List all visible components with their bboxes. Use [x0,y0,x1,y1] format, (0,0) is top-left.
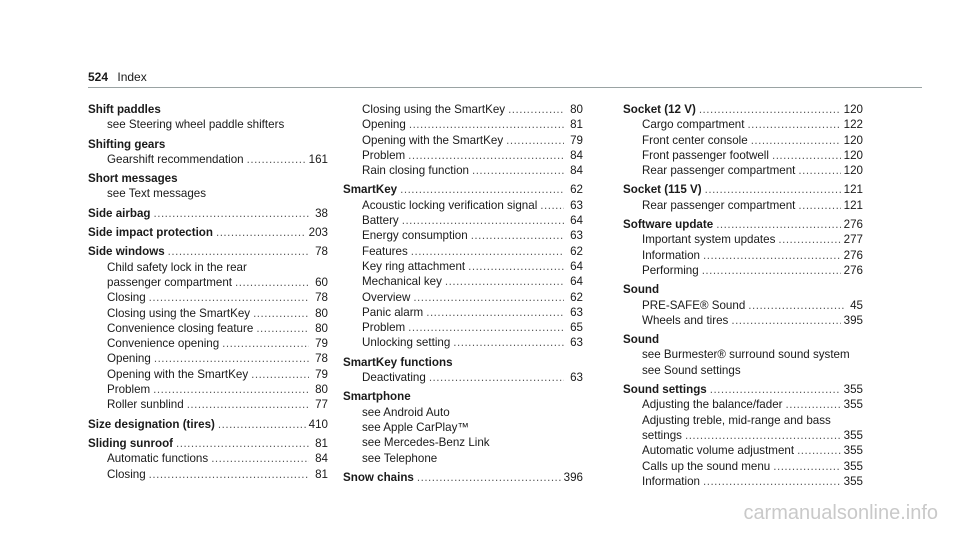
dot-leader [168,244,309,259]
page-ref: 64 [570,259,583,273]
index-heading [88,436,328,451]
entry-label: Performing [642,263,699,277]
page-ref: 277 [843,233,863,247]
index-heading [623,182,863,197]
dot-leader [747,117,840,132]
entry-label: Size designation (tires) [88,417,215,431]
index-heading [623,282,863,297]
entry-label: Rear passenger compartment [642,198,796,212]
entry-label: Gearshift recommendation [107,152,244,166]
index-entry [623,459,863,474]
dot-leader [211,451,309,466]
page-ref: 63 [570,371,583,385]
index-entry [88,260,328,275]
dot-leader [402,213,564,228]
dot-leader [798,198,840,213]
page-ref: 65 [570,321,583,335]
page-ref: 355 [843,459,863,473]
index-heading [88,206,328,221]
dot-leader [751,133,841,148]
dot-leader [703,248,841,263]
entry-label: Opening with the SmartKey [107,367,249,381]
entry-label: Acoustic locking verification signal [362,198,538,212]
index-entry [88,321,328,336]
dot-leader [748,298,844,313]
dot-leader [508,102,564,117]
index-entry [88,117,328,132]
dot-leader [176,436,309,451]
index-entry [623,443,863,458]
entry-label: SmartKey [343,183,398,197]
page-ref: 355 [843,444,863,458]
entry-label: Information [642,474,700,488]
dot-leader [417,470,561,485]
index-entry [88,467,328,482]
entry-label: Opening with the SmartKey [362,133,504,147]
watermark: carmanualsonline.info [743,502,938,524]
entry-label: Opening [107,352,151,366]
page-ref: 62 [570,183,583,197]
dot-leader [426,305,564,320]
index-entry [88,186,328,201]
entry-label: Shifting gears [88,137,166,151]
index-heading [623,102,863,117]
index-entry [343,148,583,163]
dot-leader [154,351,309,366]
section-title: Index [117,70,147,84]
entry-label: Opening [362,118,406,132]
page-header [88,70,147,84]
page-ref: 80 [570,103,583,116]
page-ref: 78 [315,291,328,305]
entry-label: Smartphone [343,390,411,404]
index-entry [88,451,328,466]
dot-leader [468,259,564,274]
entry-label: Child safety lock in the rear [107,260,247,274]
page-ref: 120 [843,148,863,162]
dot-leader [731,313,840,328]
page-ref: 203 [308,226,328,240]
index-entry [343,335,583,350]
page-ref: 355 [843,383,863,397]
page-ref: 395 [843,313,863,327]
index-entry [623,163,863,178]
page-ref: 63 [570,336,583,350]
dot-leader [247,152,306,167]
entry-label: Overview [362,290,411,304]
entry-label: Software update [623,218,714,232]
entry-label: see Apple CarPlay™ [362,420,469,434]
index-heading [623,382,863,397]
page-ref: 81 [315,436,328,450]
index-heading [88,102,328,117]
entry-label: Cargo compartment [642,118,745,132]
dot-leader [400,182,564,197]
index-entry [343,259,583,274]
index-entry [623,232,863,247]
page-ref: 80 [315,306,328,320]
index-entry [623,347,863,362]
index-heading [343,470,583,485]
index-column-3 [623,102,863,489]
entry-label: Shift paddles [88,103,161,116]
entry-label: Problem [107,383,151,397]
entry-label: Deactivating [362,371,426,385]
index-heading [343,355,583,370]
page-ref: 60 [315,275,328,289]
entry-label: Front passenger footwell [642,148,769,162]
dot-leader [154,206,310,221]
page-ref: 62 [570,290,583,304]
page-ref: 80 [315,383,328,397]
dot-leader [256,321,309,336]
page-ref: 81 [315,467,328,481]
index-entry [623,397,863,412]
index-entry [343,274,583,289]
page-ref: 120 [843,164,863,178]
dot-leader [506,133,564,148]
page-ref: 121 [843,183,863,197]
page-ref: 410 [308,417,328,431]
dot-leader [453,335,564,350]
entry-label: see Sound settings [642,363,741,377]
index-entry [88,152,328,167]
page-ref: 396 [563,470,583,484]
index-entry [88,397,328,412]
dot-leader [222,336,309,351]
dot-leader [411,244,564,259]
index-entry [343,213,583,228]
dot-leader [798,163,840,178]
dot-leader [705,182,841,197]
dot-leader [685,428,841,443]
page-ref: 78 [315,245,328,259]
index-entry [623,298,863,313]
entry-label: Panic alarm [362,305,424,319]
index-entry [88,367,328,382]
page-ref: 64 [570,214,583,228]
entry-label: Information [642,248,700,262]
entry-label: Unlocking setting [362,336,451,350]
page-ref: 121 [843,198,863,212]
page-ref: 63 [570,198,583,212]
header-divider [88,87,922,88]
entry-label: Automatic functions [107,452,209,466]
index-entry [343,102,583,117]
index-column-2 [343,102,583,485]
entry-label: Important system updates [642,233,776,247]
dot-leader [413,290,564,305]
entry-label: Side windows [88,245,165,259]
page-number: 524 [88,70,109,84]
index-entry [343,244,583,259]
index-entry [343,320,583,335]
dot-leader [471,228,564,243]
entry-label: Short messages [88,172,178,186]
entry-label: Roller sunblind [107,398,184,412]
index-entry [88,382,328,397]
index-entry [623,313,863,328]
entry-label: Energy consumption [362,229,468,243]
index-entry [623,474,863,489]
entry-label: Socket (12 V) [623,103,696,116]
entry-label: settings [642,428,682,442]
entry-label: Closing using the SmartKey [107,306,251,320]
entry-label: Adjusting the balance/fader [642,398,783,412]
page-ref: 84 [570,148,583,162]
index-entry [623,413,863,428]
entry-label: Snow chains [343,470,414,484]
dot-leader [409,117,564,132]
index-entry [343,228,583,243]
dot-leader [149,467,309,482]
page-ref: 38 [315,206,328,220]
page-ref: 84 [570,164,583,178]
entry-label: Convenience closing feature [107,321,254,335]
page-ref: 79 [570,133,583,147]
page-ref: 84 [315,452,328,466]
index-entry [623,363,863,378]
entry-label: Problem [362,148,406,162]
index-heading [88,171,328,186]
index-entry [343,370,583,385]
dot-leader [772,148,841,163]
entry-label: see Mercedes-Benz Link [362,436,490,450]
entry-label: Side impact protection [88,226,213,240]
dot-leader [445,274,564,289]
index-entry [623,117,863,132]
dot-leader [251,367,309,382]
page-ref: 81 [570,118,583,132]
index-heading [88,417,328,432]
entry-label: Automatic volume adjustment [642,444,795,458]
entry-label: Key ring attachment [362,259,466,273]
page-ref: 355 [843,398,863,412]
entry-label: Calls up the sound menu [642,459,771,473]
index-heading [623,332,863,347]
dot-leader [778,232,840,247]
dot-leader [235,275,309,290]
page-ref: 161 [308,152,328,166]
page-ref: 80 [315,321,328,335]
index-entry [343,435,583,450]
index-entry [343,133,583,148]
dot-leader [699,102,841,117]
dot-leader [218,417,306,432]
index-entry [88,275,328,290]
index-column-1 [88,102,328,482]
page-ref: 78 [315,352,328,366]
page-ref: 79 [315,367,328,381]
entry-label: Sound [623,283,660,297]
dot-leader [773,459,840,474]
index-heading [623,217,863,232]
dot-leader [710,382,841,397]
entry-label: Mechanical key [362,275,442,289]
index-entry [88,351,328,366]
page-ref: 63 [570,229,583,243]
page-ref: 64 [570,275,583,289]
entry-label: Features [362,244,408,258]
index-heading [88,244,328,259]
dot-leader [187,397,309,412]
entry-label: Adjusting treble, mid-range and bass [642,413,831,427]
index-entry [88,336,328,351]
index-entry [343,198,583,213]
index-entry [623,248,863,263]
page-ref: 276 [843,248,863,262]
index-entry [343,290,583,305]
entry-label: Convenience opening [107,337,220,351]
entry-label: see Text messages [107,187,207,201]
index-entry [623,133,863,148]
index-entry [88,306,328,321]
index-entry [343,117,583,132]
entry-label: Rain closing function [362,164,469,178]
index-entry [343,420,583,435]
index-entry [343,451,583,466]
dot-leader [408,320,564,335]
page-ref: 77 [315,398,328,412]
index-heading [343,182,583,197]
entry-label: Sound [623,333,660,347]
index-entry [88,290,328,305]
index-heading [88,137,328,152]
dot-leader [429,370,564,385]
dot-leader [408,148,564,163]
index-entry [343,405,583,420]
entry-label: see Telephone [362,451,438,465]
entry-label: Sound settings [623,383,707,397]
dot-leader [797,443,841,458]
index-heading [343,389,583,404]
entry-label: Closing [107,291,146,305]
entry-label: Sliding sunroof [88,436,174,450]
dot-leader [540,198,564,213]
entry-label: Battery [362,214,399,228]
entry-label: Socket (115 V) [623,183,702,197]
page-ref: 120 [843,133,863,147]
index-entry [343,163,583,178]
dot-leader [786,397,841,412]
entry-label: Closing using the SmartKey [362,103,506,116]
index-entry [623,198,863,213]
page-ref: 355 [843,428,863,442]
index-heading [88,225,328,240]
index-entry [623,148,863,163]
entry-label: Front center console [642,133,748,147]
page-ref: 63 [570,305,583,319]
entry-label: see Steering wheel paddle shifters [107,118,285,132]
entry-label: see Android Auto [362,405,450,419]
dot-leader [472,163,564,178]
page-ref: 79 [315,337,328,351]
page-ref: 276 [843,218,863,232]
dot-leader [153,382,309,397]
page-ref: 276 [843,263,863,277]
page-ref: 122 [843,118,863,132]
entry-label: see Burmester® surround sound system [642,348,850,362]
index-entry [623,428,863,443]
dot-leader [216,225,306,240]
entry-label: PRE-SAFE® Sound [642,298,746,312]
page-ref: 120 [843,103,863,116]
dot-leader [702,263,841,278]
dot-leader [253,306,309,321]
page-ref: 355 [843,474,863,488]
index-entry [343,305,583,320]
entry-label: SmartKey functions [343,355,453,369]
dot-leader [716,217,840,232]
entry-label: Rear passenger compartment [642,164,796,178]
dot-leader [703,474,841,489]
entry-label: Side airbag [88,206,151,220]
entry-label: Wheels and tires [642,313,729,327]
page-ref: 62 [570,244,583,258]
entry-label: passenger compartment [107,275,233,289]
dot-leader [149,290,309,305]
page-ref: 45 [850,298,863,312]
index-entry [623,263,863,278]
entry-label: Problem [362,321,406,335]
entry-label: Closing [107,467,146,481]
